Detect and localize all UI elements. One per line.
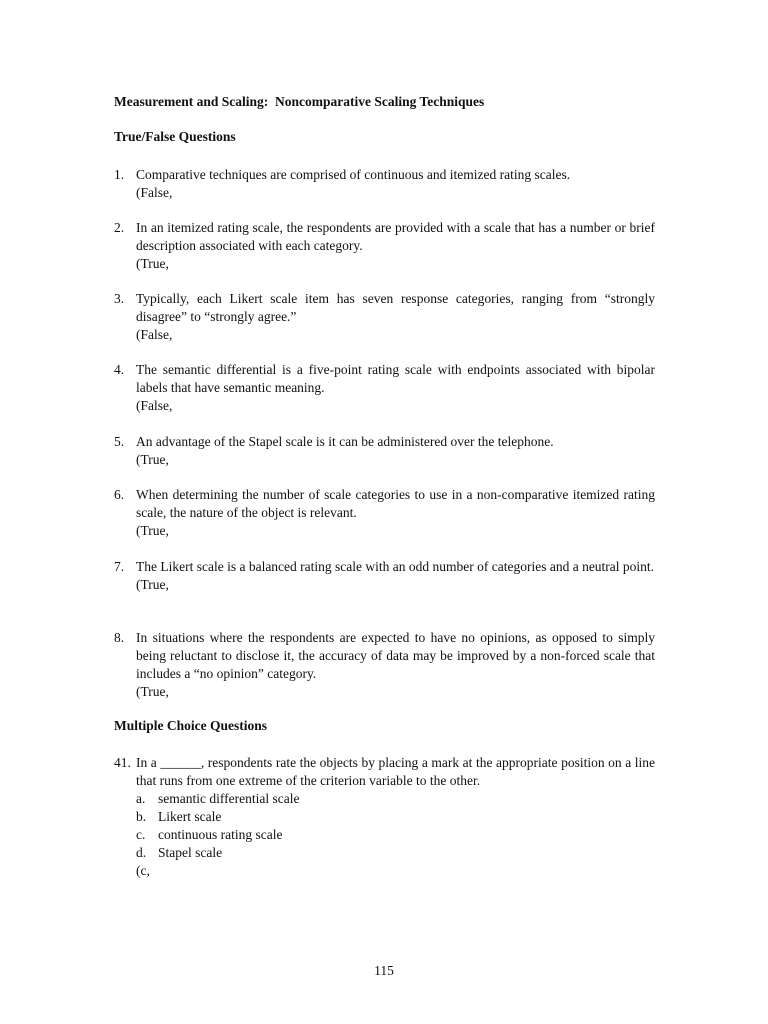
question-item	[114, 433, 655, 469]
question-answer: (True,	[136, 523, 169, 538]
question-answer: (c,	[136, 863, 150, 878]
answer-option	[136, 808, 655, 826]
question-number: 41.	[114, 755, 131, 770]
option-letter: b.	[136, 809, 147, 824]
answer-option	[136, 826, 655, 844]
question-item	[114, 361, 655, 415]
question-number: 8.	[114, 630, 125, 645]
question-answer: (False,	[136, 185, 173, 200]
document-title: Measurement and Scaling: Noncomparative Scaling Techniques	[114, 94, 485, 109]
option-label: semantic differential scale	[158, 791, 300, 806]
option-label: Likert scale	[158, 809, 222, 824]
true-false-heading: True/False Questions	[114, 129, 236, 144]
question-answer: (True,	[136, 684, 169, 699]
page-number: 115	[374, 963, 394, 978]
question-number: 7.	[114, 559, 125, 574]
question-answer: (True,	[136, 256, 169, 271]
option-label: Stapel scale	[158, 845, 223, 860]
answer-options	[136, 790, 655, 862]
question-item	[114, 629, 655, 701]
question-answer: (False,	[136, 327, 173, 342]
question-text: Comparative techniques are comprised of continuous and itemized rating scales.	[136, 167, 571, 182]
question-item	[114, 219, 655, 273]
question-text: In an itemized rating scale, the respondents are provided with a scale that has a number or brief description associated with each category.	[136, 220, 655, 253]
question-number: 3.	[114, 291, 125, 306]
option-letter: d.	[136, 845, 147, 860]
question-item	[114, 754, 655, 880]
option-letter: c.	[136, 827, 146, 842]
question-item	[114, 558, 655, 594]
question-number: 4.	[114, 362, 125, 377]
question-text: When determining the number of scale categories to use in a non-comparative itemized rating scale, the nature of the object is relevant.	[136, 487, 655, 520]
question-item	[114, 290, 655, 344]
question-number: 1.	[114, 167, 125, 182]
option-letter: a.	[136, 791, 146, 806]
option-label: continuous rating scale	[158, 827, 283, 842]
question-number: 2.	[114, 220, 125, 235]
question-text: The semantic differential is a five-point rating scale with endpoints associated with bipolar labels that have semantic meaning.	[136, 362, 655, 395]
question-text: An advantage of the Stapel scale is it can be administered over the telephone.	[136, 434, 554, 449]
question-text: In situations where the respondents are expected to have no opinions, as opposed to simply being reluctant to disclose it, the accuracy of data may be improved by a non-forced scale that includes a “no opinion” category.	[136, 630, 655, 681]
answer-option	[136, 844, 655, 862]
question-answer: (True,	[136, 452, 169, 467]
question-number: 6.	[114, 487, 125, 502]
question-text: The Likert scale is a balanced rating scale with an odd number of categories and a neutral point.	[136, 559, 655, 574]
question-text: Typically, each Likert scale item has seven response categories, ranging from “strongly disagree” to “strongly agree.”	[136, 291, 655, 324]
question-number: 5.	[114, 434, 125, 449]
multiple-choice-heading: Multiple Choice Questions	[114, 718, 268, 733]
question-answer: (False,	[136, 398, 173, 413]
question-text: In a ______, respondents rate the objects by placing a mark at the appropriate position on a line that runs from one extreme of the criterion variable to the other.	[136, 755, 655, 788]
question-answer: (True,	[136, 577, 169, 592]
answer-option	[136, 790, 655, 808]
question-item	[114, 166, 655, 202]
question-item	[114, 486, 655, 540]
